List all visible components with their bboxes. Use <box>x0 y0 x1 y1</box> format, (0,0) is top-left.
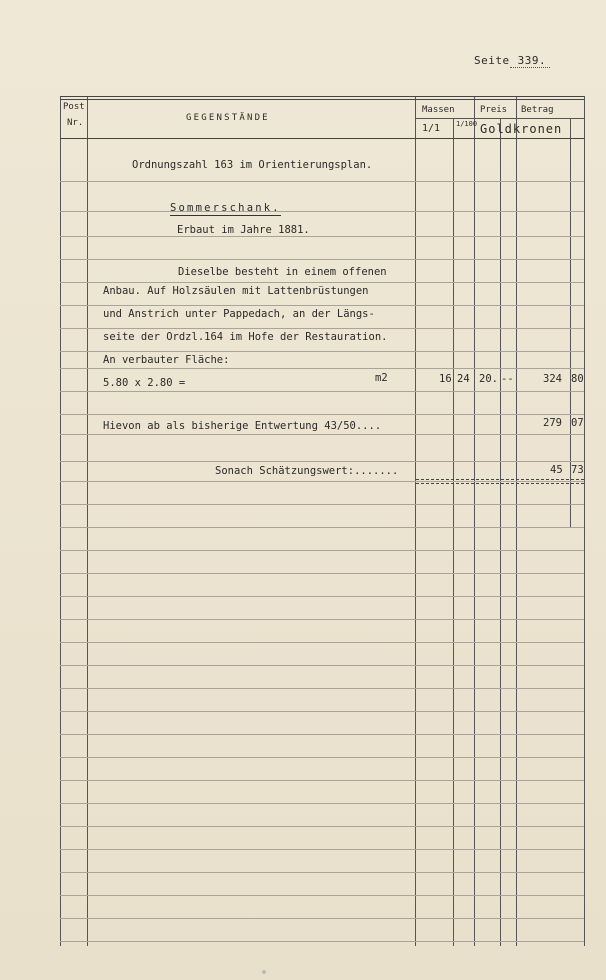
description-line-4: seite der Ordzl.164 im Hofe der Restauration. <box>103 331 388 343</box>
ruled-line <box>60 573 584 574</box>
ruled-line <box>60 461 584 462</box>
ruled-line <box>60 711 584 712</box>
ruled-line <box>60 305 584 306</box>
built-year: Erbaut im Jahre 1881. <box>177 224 310 236</box>
price-fraction: -- <box>501 373 514 385</box>
description-line-1: Dieselbe besteht in einem offenen <box>178 266 387 278</box>
ruled-line <box>60 504 584 505</box>
area-calculation: 5.80 x 2.80 = <box>103 377 186 389</box>
estimated-value-line: Sonach Schätzungswert:....... <box>215 465 399 477</box>
total-double-rule <box>416 479 584 484</box>
description-line-5: An verbauter Fläche: <box>103 354 230 366</box>
ruled-line <box>60 872 584 873</box>
ledger-table <box>60 96 584 946</box>
ruled-line <box>60 826 584 827</box>
header-preis: Preis <box>480 105 508 115</box>
amount-2-whole: 279 <box>543 417 562 429</box>
ruled-line <box>60 391 584 392</box>
ruled-line <box>60 665 584 666</box>
ruled-line <box>60 642 584 643</box>
header-betrag: Betrag <box>521 105 554 115</box>
rule-header-bottom <box>60 138 584 139</box>
page-label: Seite <box>474 54 510 67</box>
header-massen-whole: 1/1 <box>422 123 441 134</box>
amount-3-whole: 45 <box>550 464 563 476</box>
ruled-line <box>60 803 584 804</box>
rule-items <box>415 96 416 946</box>
header-post: Post <box>63 102 85 112</box>
rule-massen <box>474 96 475 946</box>
header-nr: Nr. <box>67 118 84 128</box>
ruled-line <box>60 181 584 182</box>
rule-massen-mid <box>453 118 454 946</box>
ruled-line <box>60 757 584 758</box>
amount-1-fraction: 80 <box>571 373 584 385</box>
page-number <box>474 54 550 68</box>
binding-hole <box>262 970 266 974</box>
header-currency: Goldkronen <box>480 122 563 136</box>
ruled-line <box>60 328 584 329</box>
description-line-3: und Anstrich unter Pappedach, an der Längs- <box>103 308 375 320</box>
quantity-fraction: 24 <box>457 373 470 385</box>
ruled-line <box>60 434 584 435</box>
ruled-line <box>60 688 584 689</box>
header-massen-frac: 1/100 <box>456 120 478 128</box>
page-number-value: 339. <box>510 54 551 68</box>
description-line-2: Anbau. Auf Holzsäulen mit Lattenbrüstungen <box>103 285 369 297</box>
ruled-line <box>60 259 584 260</box>
ruled-line <box>60 941 584 942</box>
ruled-line <box>60 351 584 352</box>
header-items: GEGENSTÄNDE <box>186 113 270 123</box>
amount-2-fraction: 07 <box>571 417 584 429</box>
ruled-line <box>60 211 584 212</box>
ruled-line <box>60 918 584 919</box>
ruled-line <box>60 734 584 735</box>
header-massen: Massen <box>422 105 455 115</box>
ruled-line <box>60 895 584 896</box>
rule-top-2 <box>60 99 584 100</box>
rule-post <box>87 96 88 946</box>
ruled-line <box>60 550 584 551</box>
amount-1-whole: 324 <box>543 373 562 385</box>
ruled-line <box>60 596 584 597</box>
rule-preis <box>516 96 517 946</box>
area-unit: m2 <box>375 372 388 384</box>
ruled-line <box>60 849 584 850</box>
rule-left <box>60 96 61 946</box>
object-title: Sommerschank. <box>170 202 281 214</box>
rule-header-sub <box>415 118 584 119</box>
ruled-line <box>60 780 584 781</box>
order-number-line: Ordnungszahl 163 im Orientierungsplan. <box>132 159 373 171</box>
quantity-whole: 16 <box>439 373 452 385</box>
rule-top <box>60 96 584 97</box>
rule-right <box>584 96 585 946</box>
rule-preis-mid <box>500 118 501 946</box>
ruled-line <box>60 282 584 283</box>
ruled-line <box>60 236 584 237</box>
price-whole: 20. <box>479 373 498 385</box>
ruled-line <box>60 619 584 620</box>
ruled-line <box>60 414 584 415</box>
ruled-line <box>60 368 584 369</box>
deduction-line: Hievon ab als bisherige Entwertung 43/50.... <box>103 420 382 432</box>
amount-3-fraction: 73 <box>571 464 584 476</box>
ruled-line <box>60 527 584 528</box>
